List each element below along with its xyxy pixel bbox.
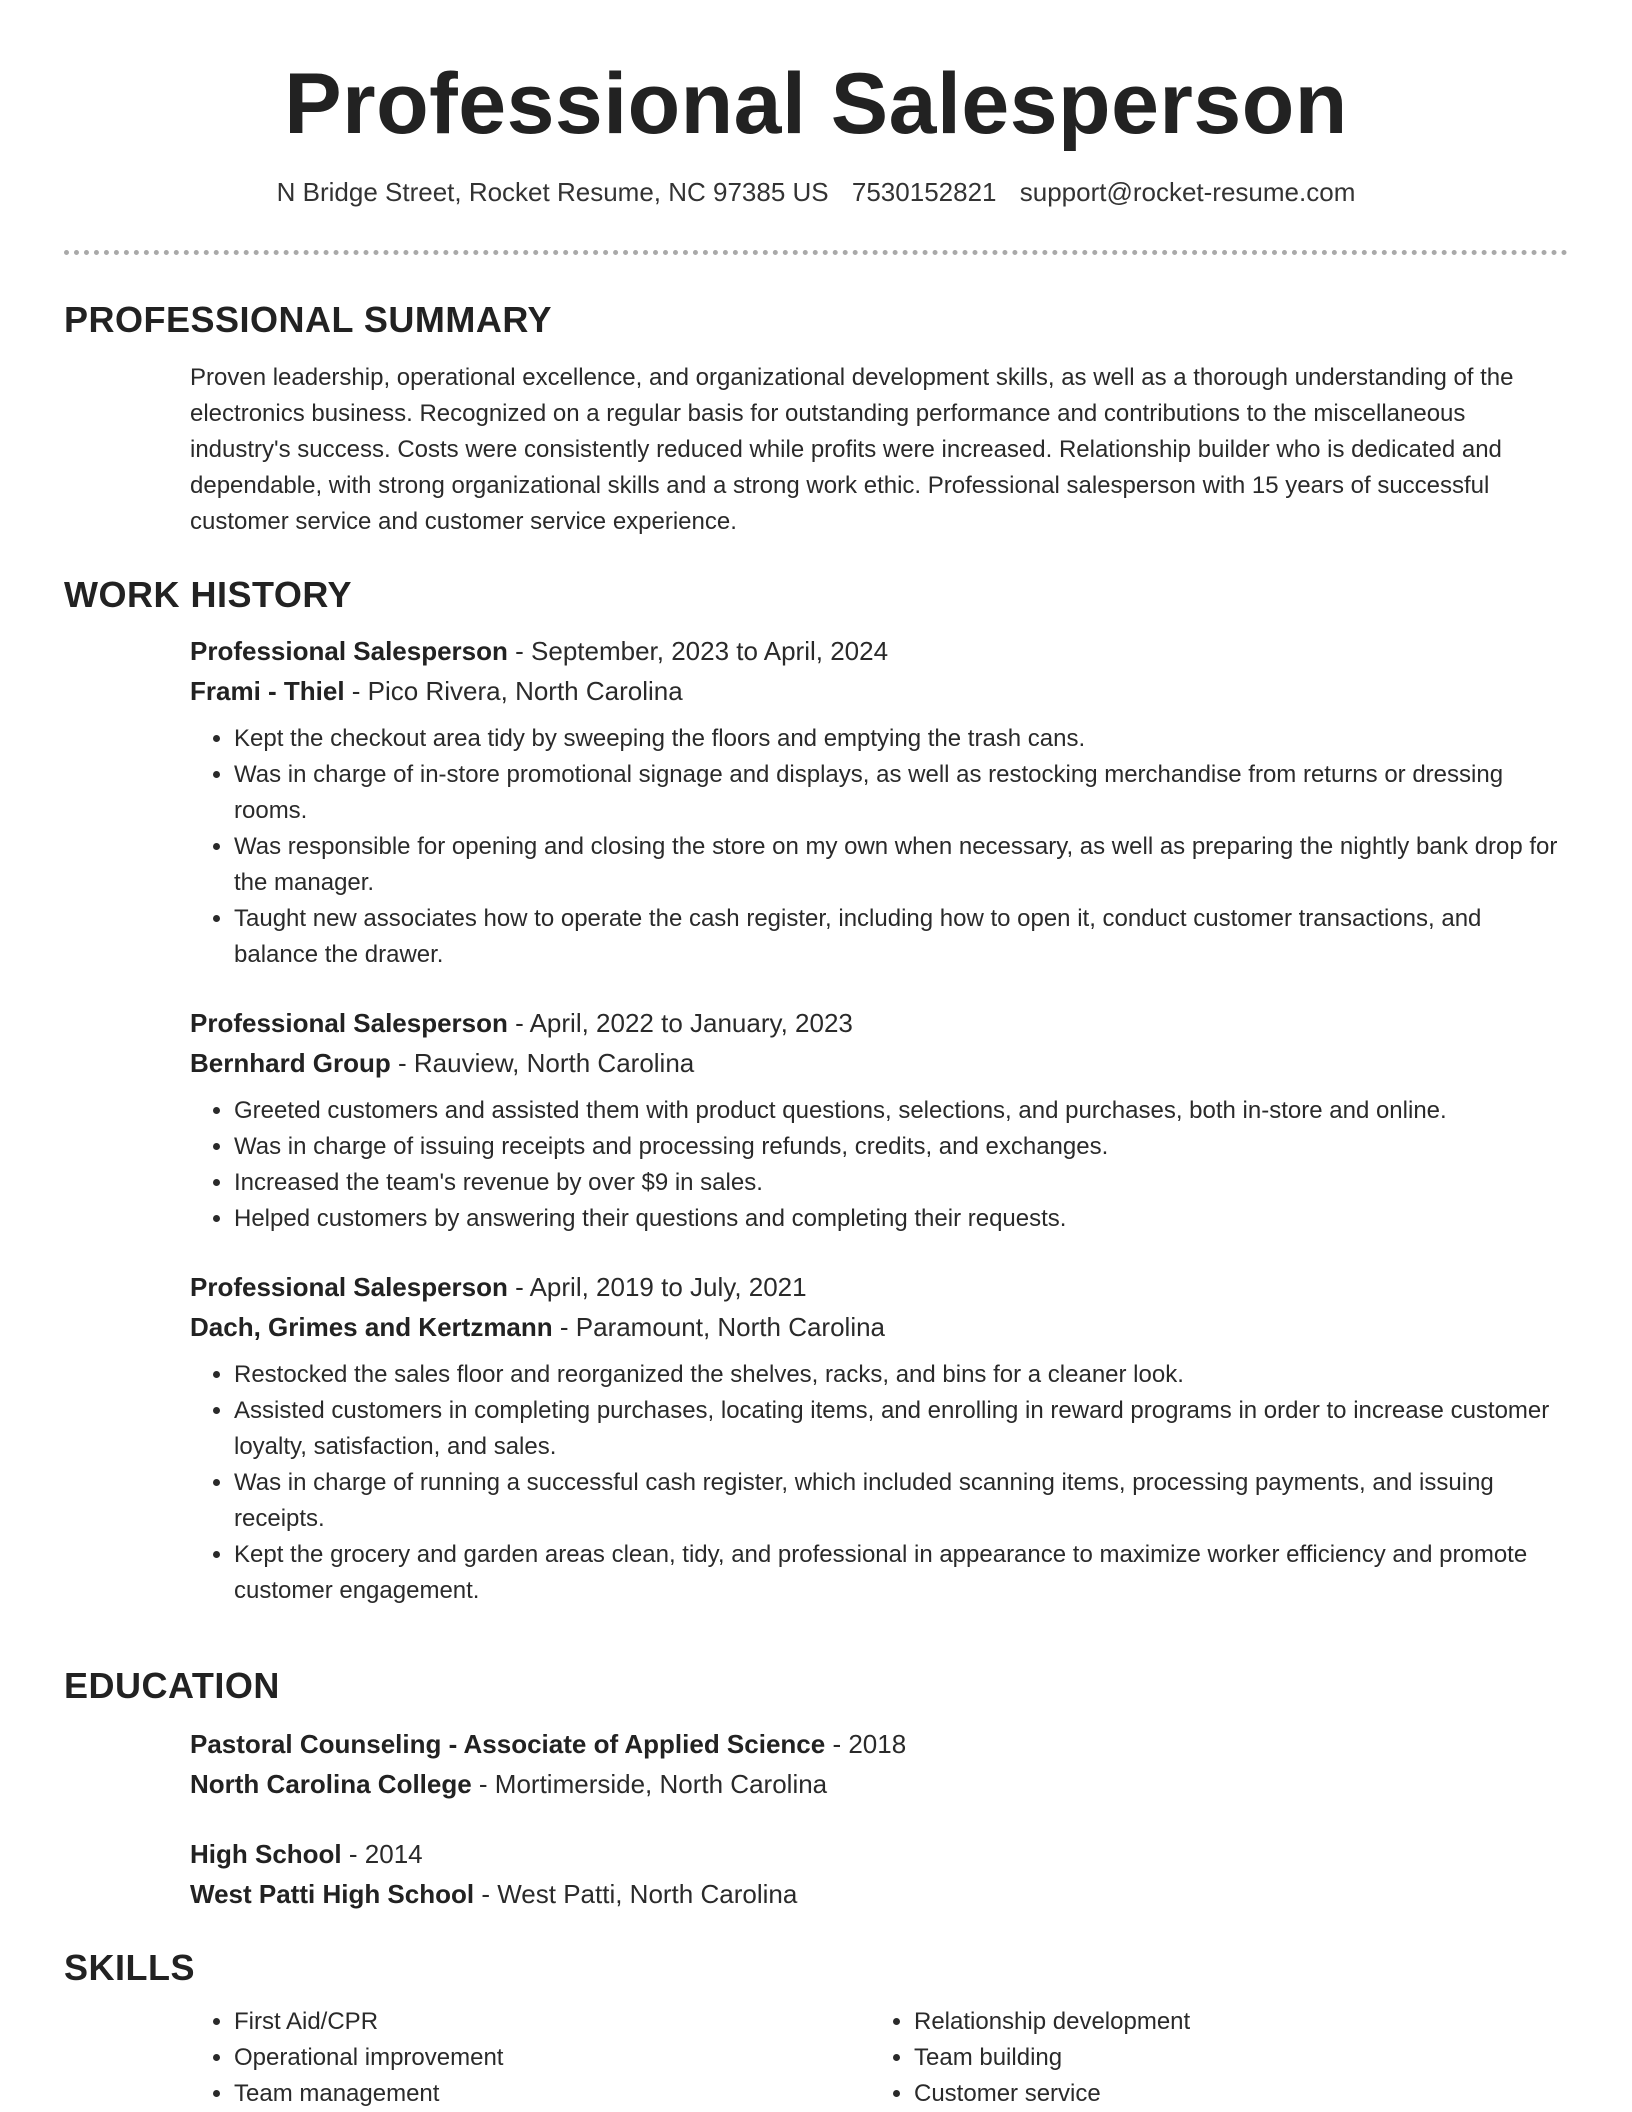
skill-item: • Customer service (914, 2076, 1550, 2112)
degree-year: - 2018 (825, 1729, 907, 1759)
job-entry (190, 1003, 1568, 1237)
skills-section (64, 1946, 1568, 2112)
job-location: - Rauview, North Carolina (390, 1048, 695, 1078)
job-bullets (190, 721, 1568, 973)
summary-title: PROFESSIONAL SUMMARY (64, 299, 553, 340)
skill-item: • Relationship development (914, 2004, 1550, 2040)
job-company-line (190, 1307, 1568, 1347)
skill-item: • Team building (914, 2040, 1550, 2076)
school: West Patti High School (190, 1879, 475, 1909)
list-item: • Restocked the sales floor and reorganized the shelves, racks, and bins for a cleaner look. (234, 1357, 1568, 1393)
list-item: • Greeted customers and assisted them with product questions, selections, and purchases, both in-store and online. (234, 1093, 1568, 1129)
list-item: • Was in charge of in-store promotional signage and displays, as well as restocking merchandise from returns or dressing rooms. (234, 757, 1568, 829)
job-dates: - September, 2023 to April, 2024 (507, 636, 889, 666)
resume-header (0, 0, 1632, 210)
skills-body (190, 2004, 1568, 2112)
list-item: • Kept the checkout area tidy by sweeping the floors and emptying the trash cans. (234, 721, 1568, 757)
job-company: Frami - Thiel (190, 676, 345, 706)
job-bullets (190, 1357, 1568, 1609)
skill-item: • Team management (234, 2076, 870, 2112)
job-company: Bernhard Group (190, 1048, 391, 1078)
list-item: • Was in charge of running a successful cash register, which included scanning items, processing payments, and issuing receipts. (234, 1465, 1568, 1537)
job-company: Dach, Grimes and Kertzmann (190, 1312, 553, 1342)
school-line (190, 1874, 1568, 1914)
summary-body (190, 360, 1568, 540)
job-dates: - April, 2019 to July, 2021 (507, 1272, 807, 1302)
job-role: Professional Salesperson (190, 636, 508, 666)
education-title: EDUCATION (64, 1665, 280, 1706)
job-company-line (190, 1043, 1568, 1083)
school-location: - West Patti, North Carolina (474, 1879, 798, 1909)
degree-line (190, 1724, 1568, 1764)
skills-grid (190, 2004, 1568, 2112)
candidate-name: Professional Salesperson (284, 56, 1348, 152)
job-role: Professional Salesperson (190, 1272, 508, 1302)
summary-section (64, 298, 1568, 540)
skills-title: SKILLS (64, 1947, 196, 1988)
contact-address: N Bridge Street, Rocket Resume, NC 97385 US (276, 177, 829, 207)
job-title-line (190, 1267, 1568, 1307)
list-item: • Taught new associates how to operate the cash register, including how to open it, conduct customer transactions, and balance the drawer. (234, 901, 1568, 973)
skill-item: • Operational improvement (234, 2040, 870, 2076)
job-role: Professional Salesperson (190, 1008, 508, 1038)
work-history-title: WORK HISTORY (64, 574, 353, 615)
summary-text: Proven leadership, operational excellence, and organizational development skills, as well as a thorough understanding of the electronics business. Recognized on a regular basis for outstanding performance and contributions to the miscellaneous industry's success. Costs were consistently reduced while profits were increased. Relationship builder who is dedicated and dependable, with strong organizational skills and a strong work ethic. Professional salesperson with 15 years of successful customer service and customer service experience. (190, 364, 1514, 535)
job-title-line (190, 1003, 1568, 1043)
degree-line (190, 1834, 1568, 1874)
degree: Pastoral Counseling - Associate of Applied Science (190, 1729, 826, 1759)
job-entry (190, 1267, 1568, 1609)
education-section (64, 1664, 1568, 1914)
school-line (190, 1764, 1568, 1804)
job-location: - Pico Rivera, North Carolina (344, 676, 683, 706)
skills-column-left (190, 2004, 870, 2112)
work-history-section (64, 573, 1568, 1609)
job-location: - Paramount, North Carolina (552, 1312, 886, 1342)
skills-column-right (870, 2004, 1550, 2112)
list-item: • Helped customers by answering their questions and completing their requests. (234, 1201, 1568, 1237)
education-entry (190, 1724, 1568, 1804)
list-item: • Increased the team's revenue by over $9 in sales. (234, 1165, 1568, 1201)
education-body (190, 1724, 1568, 1914)
job-title-line (190, 631, 1568, 671)
header-divider (64, 250, 1568, 255)
skill-item: • First Aid/CPR (234, 2004, 870, 2040)
contact-phone: 7530152821 (851, 177, 997, 207)
degree: High School (190, 1839, 342, 1869)
work-history-body (190, 631, 1568, 1609)
skills-list-right (870, 2004, 1550, 2112)
education-entry (190, 1834, 1568, 1914)
job-entry (190, 631, 1568, 973)
degree-year: - 2014 (341, 1839, 423, 1869)
school-location: - Mortimerside, North Carolina (471, 1769, 828, 1799)
job-dates: - April, 2022 to January, 2023 (507, 1008, 853, 1038)
list-item: • Assisted customers in completing purchases, locating items, and enrolling in reward programs in order to increase customer loyalty, satisfaction, and sales. (234, 1393, 1568, 1465)
skills-list-left (190, 2004, 870, 2112)
list-item: • Kept the grocery and garden areas clean, tidy, and professional in appearance to maximize worker efficiency and promote customer engagement. (234, 1537, 1568, 1609)
contact-email: support@rocket-resume.com (1019, 177, 1356, 207)
job-company-line (190, 671, 1568, 711)
list-item: • Was in charge of issuing receipts and processing refunds, credits, and exchanges. (234, 1129, 1568, 1165)
list-item: • Was responsible for opening and closing the store on my own when necessary, as well as preparing the nightly bank drop for the manager. (234, 829, 1568, 901)
contact-line (0, 174, 1632, 210)
job-bullets (190, 1093, 1568, 1237)
school: North Carolina College (190, 1769, 472, 1799)
